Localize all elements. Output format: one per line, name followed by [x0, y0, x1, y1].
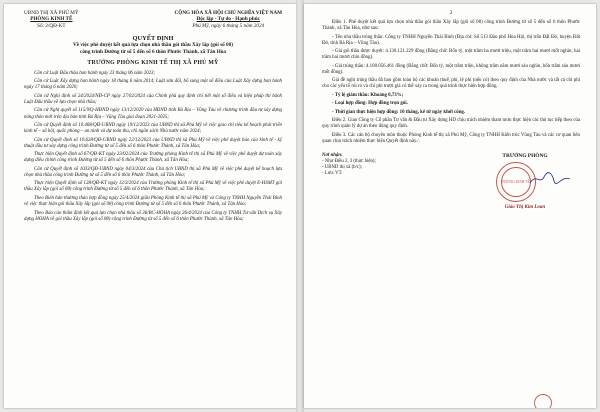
agency-line1: UBND THỊ XÃ PHÚ MỸ — [24, 10, 79, 16]
contract-type-item: - Loại hợp đồng: Hợp đồng trọn gói. — [332, 101, 408, 107]
document-header — [24, 10, 282, 29]
decision-subtitle-2: công trình Đường từ số 5 đến số 6 thôn Phước Thành, xã Tân Hòa — [80, 48, 226, 55]
issuing-authority: TRƯỞNG PHÒNG KINH TẾ THỊ XÃ PHÚ MỸ — [87, 59, 219, 66]
signature-block — [322, 153, 580, 213]
discount-rate-item: - Tỷ lệ giảm thầu: Khoảng 0,73%; — [332, 92, 404, 98]
handwritten-signature — [528, 171, 572, 187]
signer-title: TRƯỞNG PHÒNG — [502, 153, 548, 160]
agency-block — [24, 10, 79, 29]
decision-title: QUYẾT ĐỊNH — [132, 35, 174, 43]
page-number: 2 — [449, 10, 453, 16]
legal-basis-paragraph: Thực hiện Quyết định số 67/QĐ-KT ngày 23/02/2024 của Trưởng phòng Kinh tế thị xã Phú Mỹ về việc phê duyệt dự toán xây dựng điều chỉnh công trình Đường từ số 5 đến số 6 thôn Phước Thành, xã Tân Hòa; — [24, 152, 282, 164]
recipient-item: - Lưu: VT. — [322, 171, 343, 177]
article-3: Điều 3. Các cán bộ chuyên môn thuộc Phòng Kinh tế thị xã Phú Mỹ, Công ty TNHH Kiến trúc Vũng Tàu và các cơ quan liên quan chịu trách nhiệm thực hiện Quyết định này./. — [322, 132, 580, 145]
signer — [470, 153, 580, 213]
legal-basis-paragraph: Theo Báo cáo thẩm định kết quả lựa chọn nhà thầu số 36/BC-HOHA ngày 26/4/2024 của Công ty TNHH Tư vấn Dịch vụ Xây dựng HOHA về gói thầu Xây lắp (gói số 08) công trình Đường từ số 5 đến số 6 thôn Phước Thành, xã Tân Hòa; — [24, 210, 282, 222]
signer-name: Giáo Thị Kim Loan — [504, 205, 546, 211]
contract-duration-item: - Thời gian thực hiện hợp đồng: 10 tháng, kể từ ngày khởi công. — [332, 109, 466, 115]
legal-basis-paragraph: Căn cứ Nghị quyết số 115/NQ-HĐND ngày 13/12/2020 của HĐND tỉnh Bà Rịa – Vũng Tàu về chương trình đầu tư xây dựng nông thôn mới trên địa bàn tỉnh Bà Rịa – Vũng Tàu giai đoạn 2021-2025; — [24, 108, 282, 120]
place-date: Phú Mỹ, ngày 6 tháng 5 năm 2024 — [192, 22, 265, 29]
recipients-title: Nơi nhận: — [322, 153, 343, 159]
contractor-item: - Tên nhà thầu trúng thầu: Công ty TNHH Nguyễn Thái Bình (Địa chỉ: Số 513 Đào phố Hòa Hội, thị trấn Đất Đỏ, huyện Đất Đỏ, tỉnh Bà Rịa – Vũng Tàu). — [322, 34, 580, 46]
nation-block — [175, 10, 282, 29]
legal-basis-paragraph: Thực hiện Quyết định số 128/QĐ-KT ngày 12/3/2024 của Trưởng phòng Kinh tế thị xã Phú Mỹ về việc phê duyệt E-HSMT gói thầu Xây lắp (gói số 08) công trình Đường từ số 5 đến số 6 thôn Phước Thành, xã Tân Hòa; — [24, 181, 282, 193]
binding-gutter — [296, 0, 304, 412]
legal-basis-paragraph: Căn cứ Luật Đấu thầu ban hành ngày 23 tháng 06 năm 2023; — [34, 70, 156, 76]
legal-basis-paragraph: Căn cứ Quyết định số 10.628/QĐ-UBND ngày 22/12/2023 của UBND thị xã Phú Mỹ về việc phê duyệt báo cáo kinh tế - kỹ thuật đầu tư xây dựng công trình Đường từ số 5 đến số 6 thôn Phước Thành, xã Tân Hòa; — [24, 137, 282, 149]
legal-basis-paragraph: Căn cứ Nghị định số 24/2024/NĐ-CP ngày 27/02/2024 của Chính phủ quy định chi tiết một số điều và biện pháp thi hành Luật Đấu thầu về lựa chọn nhà thầu; — [24, 93, 282, 105]
decision-subtitle-1: Về việc phê duyệt kết quả lựa chọn nhà thầu gói thầu Xây lắp (gói số 08) — [73, 42, 233, 49]
agency-line2: PHÒNG KINH TẾ — [30, 16, 73, 23]
legal-basis-paragraph: Theo Biên bản thương thảo hợp đồng ngày 25/4/2024 giữa Phòng Kinh tế thị xã Phú Mỹ và Công ty TNHH Nguyễn Thái Bình về việc thực hiện gói thầu Xây lắp (gói số 08) công trình Đường từ số 5 đến số 6 thôn Phước Thành, xã Tân Hòa; — [24, 195, 282, 208]
page-stamp — [534, 394, 552, 408]
winning-price-item: - Giá trúng thầu: 4.100.056.461 đồng (Bằng chữ: Bốn tỷ, một trăm triệu, không trăm năm mươi sáu nghìn, bốn trăm sáu mươi mốt đồng). — [322, 63, 580, 75]
recipients — [322, 153, 442, 213]
recipient-item: - UBND thị xã (b/c); — [322, 165, 362, 171]
package-price-item: - Giá gói thầu được duyệt: 4.130.121.229 đồng (Bằng chữ: Bốn tỷ, một trăm ba mươi triệu, một trăm hai mươi mốt nghìn, hai trăm hai mươi chín đồng). — [322, 49, 580, 61]
price-note: Giá đề nghị trúng thầu đã bao gồm toàn bộ các khoản thuế, phí, lệ phí (nếu có) theo quy định của Nhà nước và tất cả chi phí cho các yếu tố rủi ro và chi phí trượt giá có thể xảy ra trong quá trình thực hiện hợp đồng. — [322, 78, 580, 90]
legal-basis — [24, 71, 282, 223]
seal-text: PHÒNG KINH TẾ — [502, 180, 530, 185]
nation-line1: CỘNG HÒA XÃ HỘI CHỦ NGHĨA VIỆT NAM — [174, 10, 282, 16]
page-1 — [4, 4, 296, 408]
legal-basis-paragraph: Căn cứ Luật Xây dựng ban hành ngày 18 tháng 6 năm 2014; Luật sửa đổi, bổ sung một số điều của Luật Xây dựng ban hành ngày 17 tháng 6 năm 2020; — [24, 79, 282, 91]
legal-basis-paragraph: Căn cứ Quyết định số 10.468/QĐ-UBND ngày 19/12/2023 của UBND thị xã Phú Mỹ về việc giao chỉ tiêu kế hoạch phát triển kinh tế – xã hội, quốc phòng – an ninh và dự toán thu, chi ngân sách Nhà nước năm 2024; — [24, 123, 282, 135]
article-1: Điều 1. Phê duyệt kết quả lựa chọn nhà thầu gói thầu Xây lắp (gói số 08) công trình Đường từ số 5 đến số 6 thôn Phước Thành, xã Tân Hòa, như sau: — [322, 20, 580, 32]
recipient-item: - Như Điều 2, 3 (thực hiện); — [322, 159, 376, 165]
article-2: Điều 2. Giao Công ty Cổ phần Tư vấn & Đầu tư Xây dựng HD chịu trách nhiệm tham mưu thực hiện các thủ tục tiếp theo của quy trình quản lý dự án theo đúng quy định. — [322, 118, 580, 130]
nation-line2: Độc lập - Tự do - Hạnh phúc — [196, 16, 260, 23]
legal-basis-paragraph: Căn cứ Quyết định số 1033/QĐ-UBND ngày 04/3/2024 của Chủ tịch UBND thị xã Phú Mỹ về việc phê duyệt kế hoạch lựa chọn nhà thầu công trình Đường từ số 5 đến số 6 thôn Phước Thành, xã Tân Hòa; — [24, 166, 282, 178]
doc-number: Số: 2/QĐ-KT — [37, 22, 66, 29]
page-2 — [304, 4, 596, 408]
